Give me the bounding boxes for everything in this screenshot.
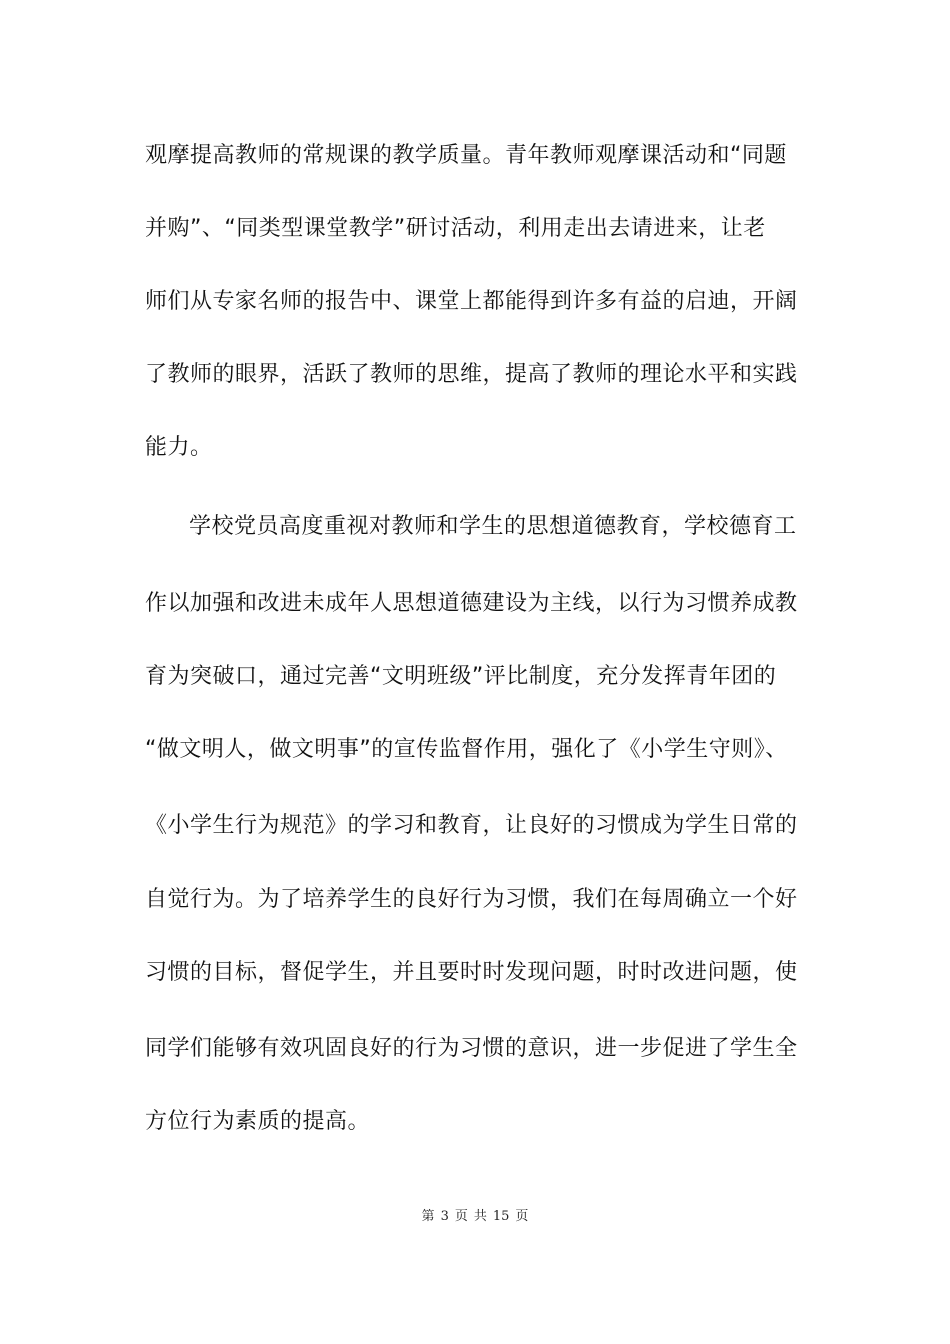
paragraph-2-line-7: 习惯的目标，督促学生，并且要时时发现问题，时时改进问题，使 xyxy=(145,960,798,985)
paragraph-1-line-4: 了教师的眼界，活跃了教师的思维，提高了教师的理论水平和实践 xyxy=(145,362,798,387)
paragraph-1-line-3: 师们从专家名师的报告中、课堂上都能得到许多有益的启迪，开阔 xyxy=(145,289,798,314)
paragraph-2-line-8: 同学们能够有效巩固良好的行为习惯的意识，进一步促进了学生全 xyxy=(145,1036,798,1061)
footer-total-word: 共 xyxy=(473,1209,487,1224)
paragraph-2-line-3: 育为突破口，通过完善“文明班级”评比制度，充分发挥青年团的 xyxy=(145,664,777,689)
footer-prefix: 第 xyxy=(421,1209,435,1224)
paragraph-2-line-4: “做文明人，做文明事”的宣传监督作用，强化了《小学生守则》、 xyxy=(145,737,788,762)
footer-total-pages: 15 xyxy=(492,1209,510,1224)
paragraph-1-line-2: 并购”、“同类型课堂教学”研讨活动，利用走出去请进来，让老 xyxy=(145,216,766,241)
paragraph-1-line-5: 能力。 xyxy=(145,435,213,460)
paragraph-2-line-6: 自觉行为。为了培养学生的良好行为习惯，我们在每周确立一个好 xyxy=(145,887,798,912)
footer-suffix: 页 xyxy=(515,1209,529,1224)
paragraph-1-line-1: 观摩提高教师的常规课的教学质量。青年教师观摩课活动和“同题 xyxy=(145,143,787,168)
paragraph-2-line-5: 《小学生行为规范》的学习和教育，让良好的习惯成为学生日常的 xyxy=(145,813,798,838)
paragraph-2-line-2: 作以加强和改进未成年人思想道德建设为主线，以行为习惯养成教 xyxy=(145,591,798,616)
footer-page-word: 页 xyxy=(454,1209,468,1224)
footer-current-page: 3 xyxy=(440,1209,449,1224)
paragraph-2-line-1: 学校党员高度重视对教师和学生的思想道德教育，学校德育工 xyxy=(189,514,797,539)
page-footer xyxy=(0,1208,950,1226)
paragraph-2-line-9: 方位行为素质的提高。 xyxy=(145,1109,371,1134)
